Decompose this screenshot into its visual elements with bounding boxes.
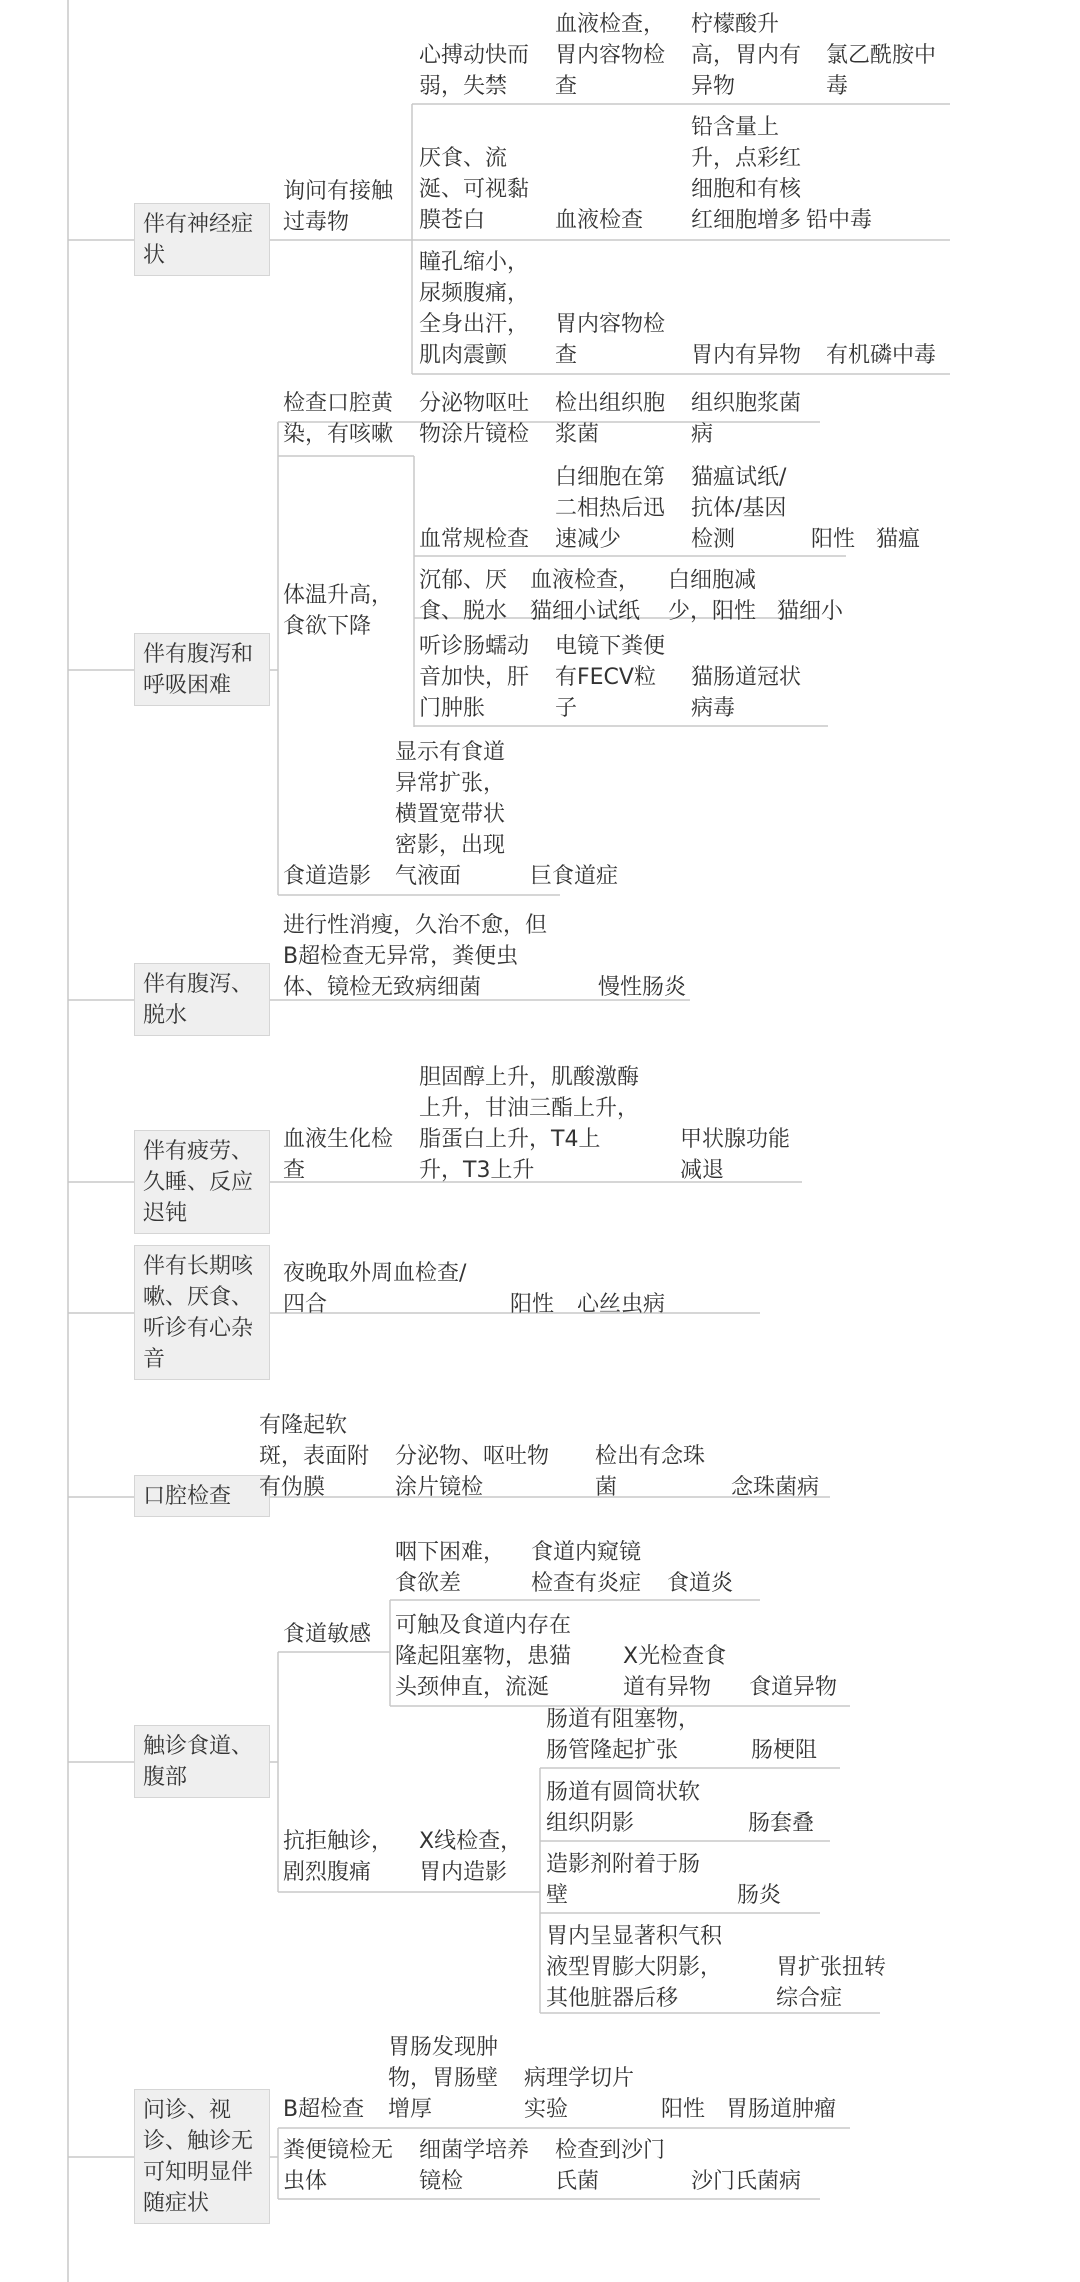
node-s1r1-test[interactable]: 血液检查， 胃内容物检 查 xyxy=(555,12,666,99)
node-s2b1-wbc[interactable]: 白细胞在第 二相热后迅 速减少 xyxy=(555,465,666,552)
node-s2c-finding[interactable]: 显示有食道 异常扩张， 横置宽带状 密影，出现 气液面 xyxy=(395,740,506,889)
node-s6-found[interactable]: 检出有念珠 菌 xyxy=(595,1444,706,1500)
node-s2b3-sign[interactable]: 听诊肠蠕动 音加快，肝 门肿胀 xyxy=(419,634,530,721)
node-s7a2-diagnosis[interactable]: 食道异物 xyxy=(749,1675,838,1700)
node-s1r2-finding[interactable]: 铅含量上 升，点彩红 细胞和有核 红细胞增多 xyxy=(691,115,802,233)
node-s2b1-cbc[interactable]: 血常规检查 xyxy=(419,527,530,552)
node-s8b-found[interactable]: 检查到沙门 氏菌 xyxy=(555,2138,666,2194)
node-s2c-diagnosis[interactable]: 巨食道症 xyxy=(530,864,619,889)
node-s8a-finding[interactable]: 胃肠发现肿 物，胃肠壁 增厚 xyxy=(388,2035,499,2122)
category-no-obvious-symptoms[interactable]: 问诊、视 诊、触诊无 可知明显伴 随症状 xyxy=(134,2089,270,2224)
node-s8b-culture[interactable]: 细菌学培养 镜检 xyxy=(419,2138,530,2194)
node-s7a2-test[interactable]: X光检查食 道有异物 xyxy=(623,1644,727,1700)
node-s5-diagnosis[interactable]: 心丝虫病 xyxy=(577,1292,666,1317)
node-s2b1-positive[interactable]: 阳性 xyxy=(811,527,856,552)
node-s4-diagnosis[interactable]: 甲状腺功能 减退 xyxy=(680,1127,791,1183)
node-progressive-wasting[interactable]: 进行性消瘦，久治不愈，但 B超检查无异常，粪便虫 体、镜检无致病细菌 xyxy=(283,913,548,1000)
node-s3-diagnosis[interactable]: 慢性肠炎 xyxy=(598,975,687,1000)
category-diarrhea-dyspnea[interactable]: 伴有腹泻和 呼吸困难 xyxy=(134,633,270,706)
node-oral-jaundice-cough[interactable]: 检查口腔黄 染，有咳嗽 xyxy=(283,391,394,447)
node-toxin-exposure[interactable]: 询问有接触 过毒物 xyxy=(283,179,394,235)
node-s1r2-test[interactable]: 血液检查 xyxy=(555,208,644,233)
node-s6-diagnosis[interactable]: 念珠菌病 xyxy=(731,1475,820,1500)
node-s8a-diagnosis[interactable]: 胃肠道肿瘤 xyxy=(726,2097,837,2122)
category-palpation-esophagus-abdomen[interactable]: 触诊食道、 腹部 xyxy=(134,1725,270,1798)
node-fecal-exam[interactable]: 粪便镜检无 虫体 xyxy=(283,2138,394,2194)
node-night-blood-test[interactable]: 夜晚取外周血检查/ 四合 xyxy=(283,1261,467,1317)
node-s7a1-test[interactable]: 食道内窥镜 检查有炎症 xyxy=(531,1540,642,1596)
node-s5-positive[interactable]: 阳性 xyxy=(510,1292,555,1317)
node-esophagography[interactable]: 食道造影 xyxy=(283,864,372,889)
node-s2b3-diagnosis[interactable]: 猫肠道冠状 病毒 xyxy=(691,665,802,721)
node-fever-anorexia[interactable]: 体温升高， 食欲下降 xyxy=(283,583,394,639)
node-ultrasound[interactable]: B超检查 xyxy=(283,2097,365,2122)
node-s7b2-finding[interactable]: 肠道有圆筒状软 组织阴影 xyxy=(546,1780,701,1836)
category-neuro-symptoms[interactable]: 伴有神经症 状 xyxy=(134,203,270,276)
node-oral-plaque[interactable]: 有隆起软 斑，表面附 有伪膜 xyxy=(259,1413,370,1500)
node-s8b-diagnosis[interactable]: 沙门氏菌病 xyxy=(691,2169,802,2194)
category-diarrhea-dehydration[interactable]: 伴有腹泻、 脱水 xyxy=(134,963,270,1036)
node-s7b4-diagnosis[interactable]: 胃扩张扭转 综合症 xyxy=(776,1955,887,2011)
node-s1r3-sign[interactable]: 瞳孔缩小， 尿频腹痛， 全身出汗， 肌肉震颤 xyxy=(419,250,530,368)
node-s7b1-diagnosis[interactable]: 肠梗阻 xyxy=(751,1738,818,1763)
node-s2b2-test[interactable]: 血液检查， 猫细小试纸 xyxy=(530,568,641,624)
node-s7b-xray[interactable]: X线检查， 胃内造影 xyxy=(419,1829,523,1885)
node-esophageal-sensitivity[interactable]: 食道敏感 xyxy=(283,1622,372,1647)
node-s2b2-sign[interactable]: 沉郁、厌 食、脱水 xyxy=(419,568,508,624)
node-s7b3-finding[interactable]: 造影剂附着于肠 壁 xyxy=(546,1852,701,1908)
node-s7b2-diagnosis[interactable]: 肠套叠 xyxy=(748,1811,815,1836)
node-s2a-found[interactable]: 检出组织胞 浆菌 xyxy=(555,391,666,447)
node-abdominal-pain[interactable]: 抗拒触诊， 剧烈腹痛 xyxy=(283,1829,394,1885)
node-s7b3-diagnosis[interactable]: 肠炎 xyxy=(737,1883,782,1908)
node-s2b2-finding[interactable]: 白细胞减 少，阳性 xyxy=(668,568,757,624)
node-s1r1-finding[interactable]: 柠檬酸升 高，胃内有 异物 xyxy=(691,12,802,99)
node-s7b1-finding[interactable]: 肠道有阻塞物， 肠管隆起扩张 xyxy=(546,1707,701,1763)
node-s2b3-test[interactable]: 电镜下粪便 有FECV粒 子 xyxy=(555,634,666,721)
node-s7a1-sign[interactable]: 咽下困难， 食欲差 xyxy=(395,1540,506,1596)
node-s2b1-test[interactable]: 猫瘟试纸/ 抗体/基因 检测 xyxy=(691,465,787,552)
node-s1r3-finding[interactable]: 胃内有异物 xyxy=(691,343,802,368)
node-s2b2-diagnosis[interactable]: 猫细小 xyxy=(777,599,844,624)
node-s1r3-diagnosis[interactable]: 有机磷中毒 xyxy=(826,343,937,368)
node-s2b1-diagnosis[interactable]: 猫瘟 xyxy=(876,527,921,552)
category-cough-heart-murmur[interactable]: 伴有长期咳 嗽、厌食、 听诊有心杂 音 xyxy=(134,1245,270,1380)
node-s7b4-finding[interactable]: 胃内呈显著积气积 液型胃膨大阴影， 其他脏器后移 xyxy=(546,1924,723,2011)
node-s6-smear[interactable]: 分泌物、呕吐物 涂片镜检 xyxy=(395,1444,550,1500)
node-s1r1-diagnosis[interactable]: 氯乙酰胺中 毒 xyxy=(826,43,937,99)
node-s8a-positive[interactable]: 阳性 xyxy=(661,2097,706,2122)
node-s2a-diagnosis[interactable]: 组织胞浆菌 病 xyxy=(691,391,802,447)
node-s4-findings[interactable]: 胆固醇上升，肌酸激酶 上升，甘油三酯上升， 脂蛋白上升，T4上 升，T3上升 xyxy=(419,1065,640,1183)
node-blood-biochem[interactable]: 血液生化检 查 xyxy=(283,1127,394,1183)
node-s8a-test[interactable]: 病理学切片 实验 xyxy=(524,2066,635,2122)
node-s1r3-test[interactable]: 胃内容物检 查 xyxy=(555,312,666,368)
node-s7a2-sign[interactable]: 可触及食道内存在 隆起阻塞物，患猫 头颈伸直，流涎 xyxy=(395,1613,572,1700)
node-s1r2-diagnosis[interactable]: 铅中毒 xyxy=(806,208,873,233)
category-oral-exam[interactable]: 口腔检查 xyxy=(134,1475,270,1517)
category-fatigue-lethargy[interactable]: 伴有疲劳、 久睡、反应 迟钝 xyxy=(134,1130,270,1234)
node-s7a1-diagnosis[interactable]: 食道炎 xyxy=(667,1571,734,1596)
node-s2a-smear[interactable]: 分泌物呕吐 物涂片镜检 xyxy=(419,391,530,447)
node-s1r2-sign[interactable]: 厌食、流 涎、可视黏 膜苍白 xyxy=(419,146,530,233)
node-s1r1-sign[interactable]: 心搏动快而 弱，失禁 xyxy=(419,43,530,99)
